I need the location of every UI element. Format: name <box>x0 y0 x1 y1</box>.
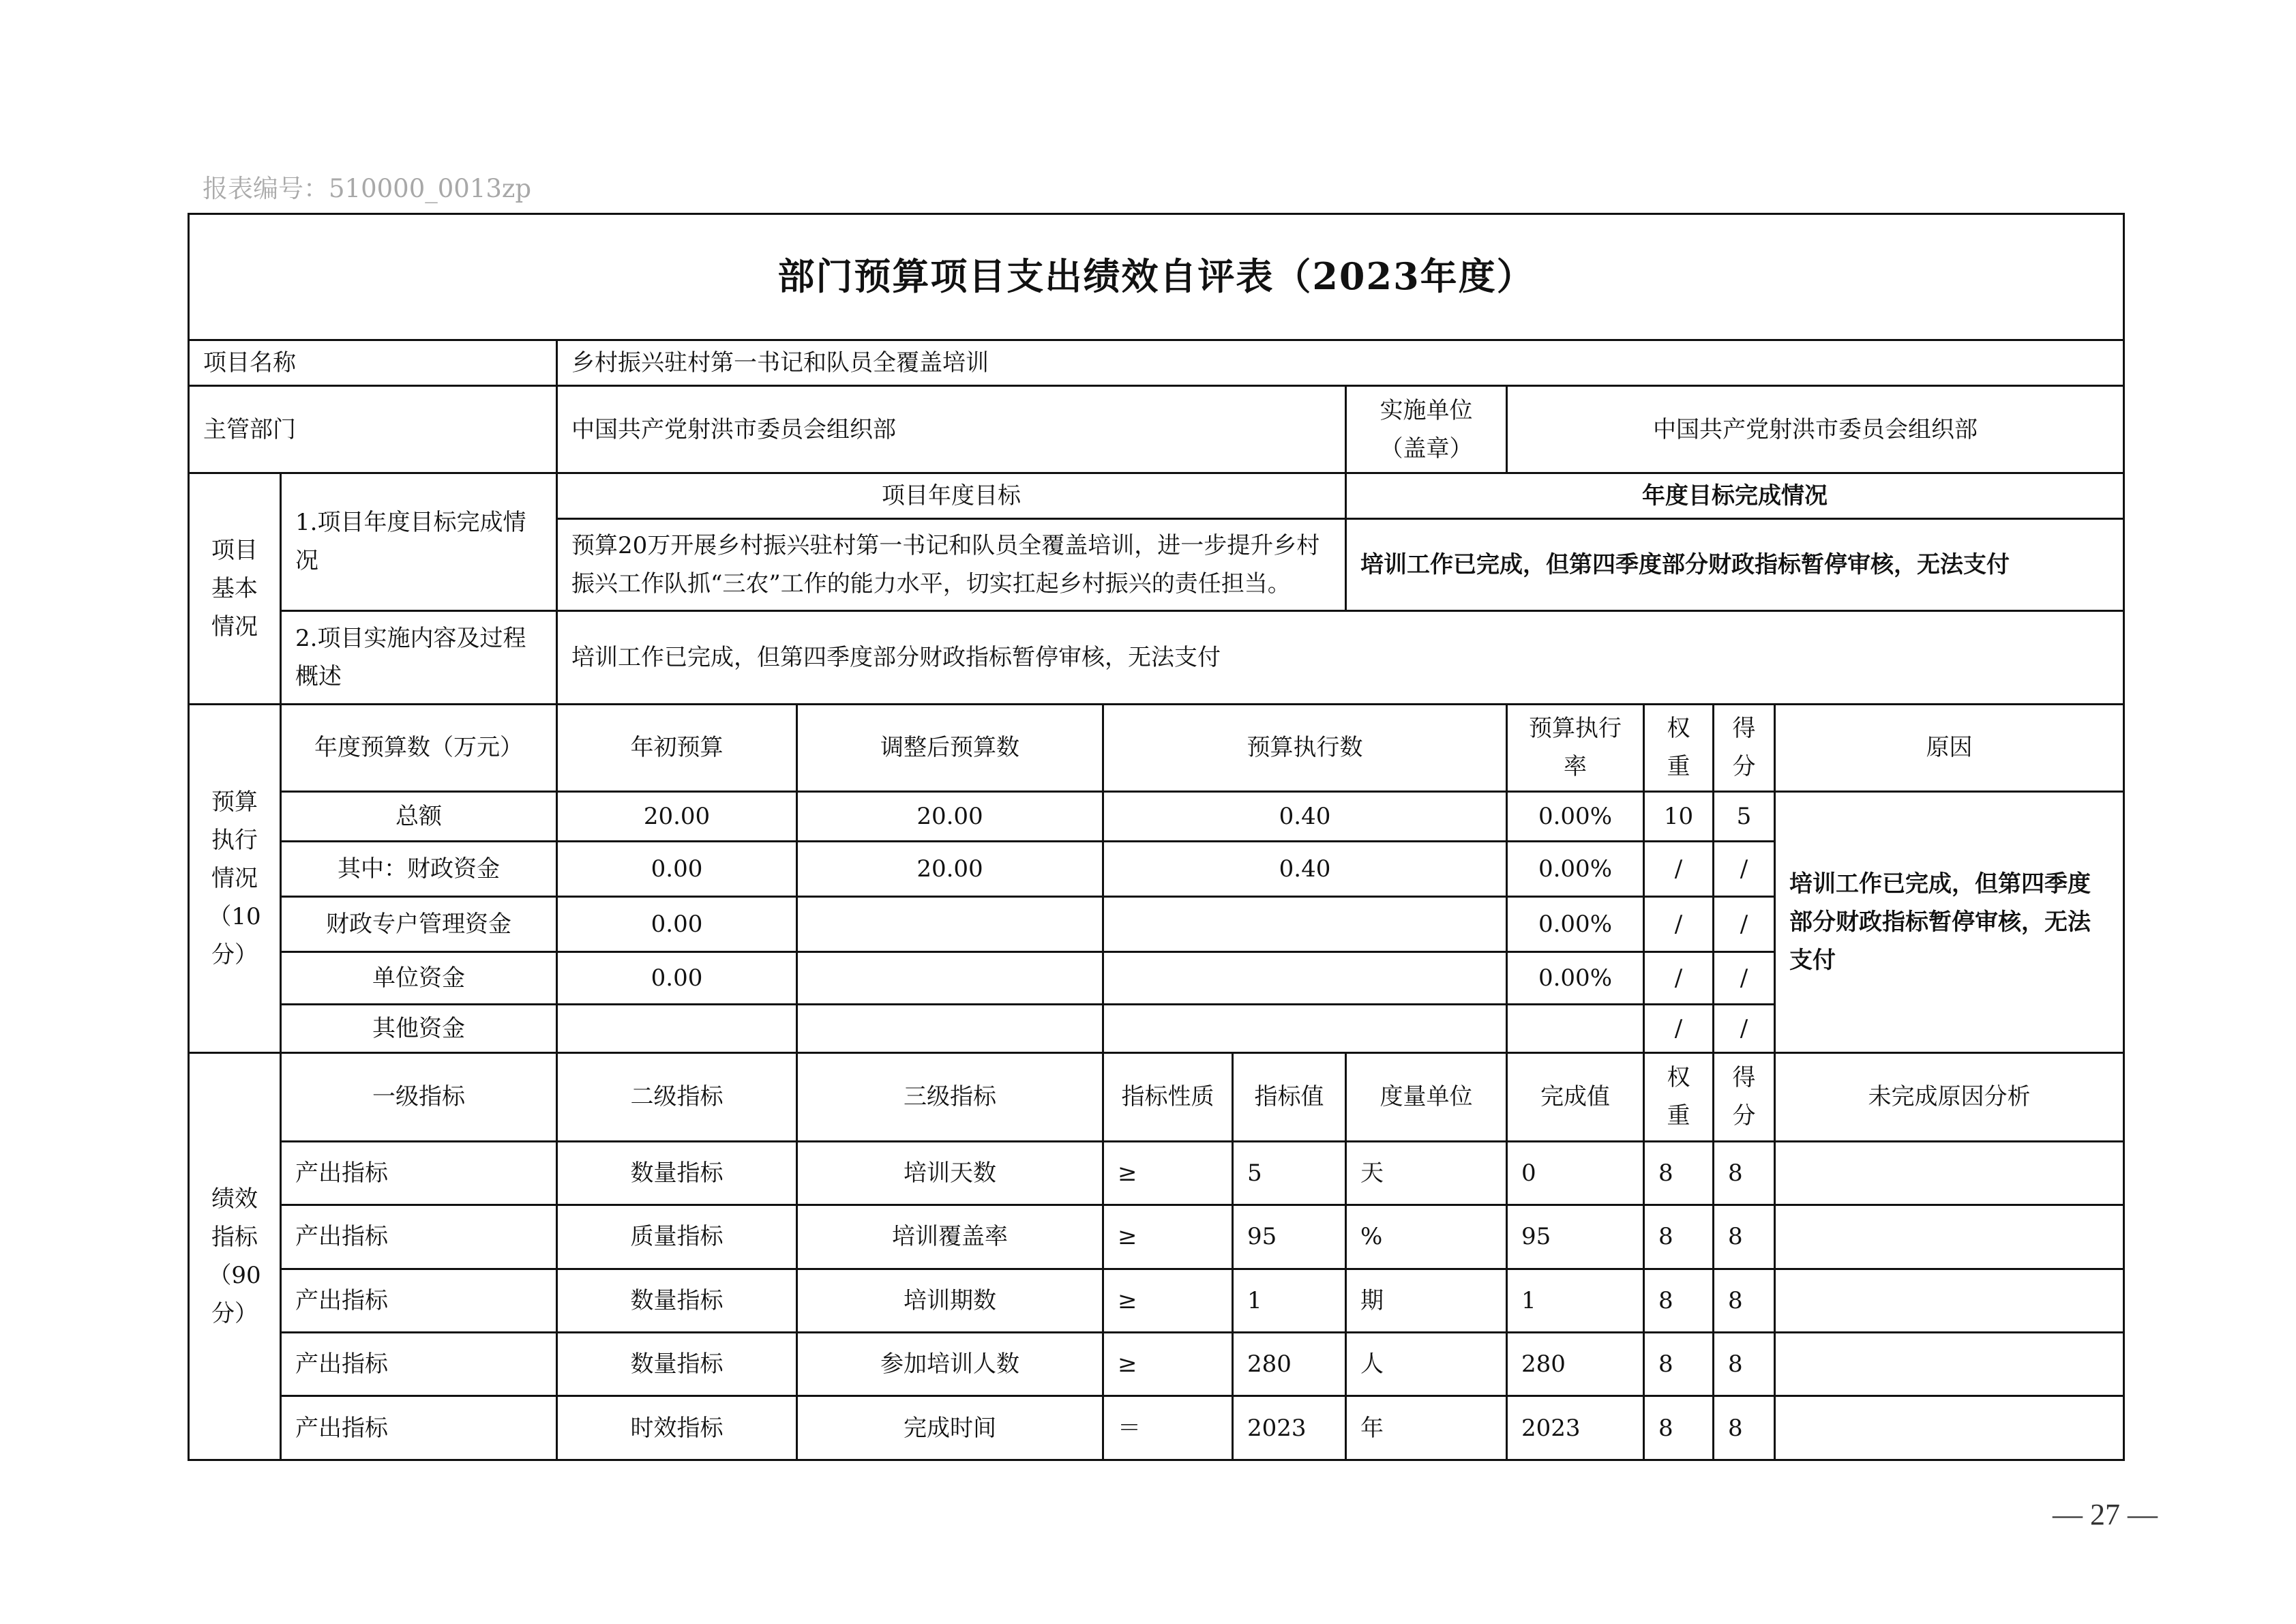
indicator-actual: 280 <box>1507 1332 1644 1396</box>
indicator-header-level3: 三级指标 <box>797 1053 1103 1142</box>
indicator-weight: 8 <box>1644 1205 1714 1269</box>
performance-indicators-section-label: 绩效指标（90分） <box>189 1053 281 1460</box>
indicator-level3: 参加培训人数 <box>797 1332 1103 1396</box>
budget-header-label: 年度预算数（万元） <box>281 704 557 792</box>
page-number: — 27 — <box>2053 1498 2158 1531</box>
budget-row <box>189 792 2124 841</box>
indicator-analysis <box>1775 1396 2124 1460</box>
indicator-level3: 培训天数 <box>797 1141 1103 1205</box>
indicator-level3: 培训覆盖率 <box>797 1205 1103 1269</box>
indicator-level1: 产出指标 <box>281 1205 557 1269</box>
budget-reason-text: 培训工作已完成，但第四季度部分财政指标暂停审核，无法支付 <box>1775 792 2124 1053</box>
implementing-unit-value: 中国共产党射洪市委员会组织部 <box>1507 386 2124 473</box>
budget-row-label: 单位资金 <box>281 952 557 1004</box>
indicator-weight: 8 <box>1644 1332 1714 1396</box>
project-name-value: 乡村振兴驻村第一书记和队员全覆盖培训 <box>557 340 2124 385</box>
budget-row-adjusted <box>797 896 1103 951</box>
indicator-weight: 8 <box>1644 1141 1714 1205</box>
indicator-weight: 8 <box>1644 1269 1714 1332</box>
indicator-value: 1 <box>1233 1269 1346 1332</box>
indicator-nature: ≥ <box>1103 1141 1233 1205</box>
budget-row-initial: 0.00 <box>557 952 797 1004</box>
budget-row-rate: 0.00% <box>1507 952 1644 1004</box>
performance-self-evaluation-table <box>188 213 2125 1461</box>
indicator-level3: 培训期数 <box>797 1269 1103 1332</box>
indicator-unit: 年 <box>1346 1396 1507 1460</box>
indicator-row <box>189 1269 2124 1332</box>
indicator-level1: 产出指标 <box>281 1396 557 1460</box>
budget-row-label: 财政专户管理资金 <box>281 896 557 951</box>
annual-target-header: 项目年度目标 <box>557 473 1346 518</box>
basic-info-section-label: 项目基本情况 <box>189 473 281 704</box>
indicator-level2: 数量指标 <box>557 1141 797 1205</box>
budget-row-rate: 0.00% <box>1507 896 1644 951</box>
budget-row-adjusted <box>797 952 1103 1004</box>
budget-row-score: 5 <box>1714 792 1775 841</box>
budget-row-label: 其中：财政资金 <box>281 841 557 896</box>
budget-row-initial: 20.00 <box>557 792 797 841</box>
indicator-unit: 期 <box>1346 1269 1507 1332</box>
budget-row-initial: 0.00 <box>557 896 797 951</box>
indicator-actual: 2023 <box>1507 1396 1644 1460</box>
indicator-level1: 产出指标 <box>281 1269 557 1332</box>
budget-row-label: 其他资金 <box>281 1004 557 1052</box>
report-code: 报表编号：510000_0013zp <box>203 174 532 203</box>
indicator-value: 2023 <box>1233 1396 1346 1460</box>
indicator-unit: 天 <box>1346 1141 1507 1205</box>
budget-header-initial: 年初预算 <box>557 704 797 792</box>
indicator-level3: 完成时间 <box>797 1396 1103 1460</box>
indicator-nature: ≥ <box>1103 1269 1233 1332</box>
indicator-actual: 95 <box>1507 1205 1644 1269</box>
implementation-overview-label: 2.项目实施内容及过程概述 <box>281 610 557 704</box>
indicator-unit: 人 <box>1346 1332 1507 1396</box>
budget-row-weight: 10 <box>1644 792 1714 841</box>
indicator-analysis <box>1775 1332 2124 1396</box>
indicator-analysis <box>1775 1269 2124 1332</box>
indicator-row <box>189 1205 2124 1269</box>
annual-target-completion-label: 1.项目年度目标完成情况 <box>281 473 557 610</box>
budget-row-adjusted: 20.00 <box>797 792 1103 841</box>
indicator-header-score: 得分 <box>1714 1053 1775 1142</box>
indicator-level1: 产出指标 <box>281 1332 557 1396</box>
indicator-analysis <box>1775 1141 2124 1205</box>
indicator-score: 8 <box>1714 1269 1775 1332</box>
budget-header-reason: 原因 <box>1775 704 2124 792</box>
indicator-level2: 数量指标 <box>557 1332 797 1396</box>
budget-row-weight: / <box>1644 896 1714 951</box>
indicator-score: 8 <box>1714 1205 1775 1269</box>
budget-row-rate: 0.00% <box>1507 841 1644 896</box>
budget-row-score: / <box>1714 952 1775 1004</box>
implementation-overview-text: 培训工作已完成，但第四季度部分财政指标暂停审核，无法支付 <box>557 610 2124 704</box>
budget-execution-section-label: 预算执行情况（10分） <box>189 704 281 1052</box>
indicator-row <box>189 1332 2124 1396</box>
budget-row-executed <box>1103 1004 1507 1052</box>
budget-row-initial: 0.00 <box>557 841 797 896</box>
indicator-level1: 产出指标 <box>281 1141 557 1205</box>
budget-row-rate: 0.00% <box>1507 792 1644 841</box>
project-name-label: 项目名称 <box>189 340 557 385</box>
budget-row-executed <box>1103 952 1507 1004</box>
annual-target-text: 预算20万开展乡村振兴驻村第一书记和队员全覆盖培训，进一步提升乡村振兴工作队抓“三农”工作的能力水平，切实扛起乡村振兴的责任担当。 <box>557 519 1346 611</box>
budget-header-adjusted: 调整后预算数 <box>797 704 1103 792</box>
indicator-level2: 质量指标 <box>557 1205 797 1269</box>
budget-row-score: / <box>1714 1004 1775 1052</box>
indicator-actual: 1 <box>1507 1269 1644 1332</box>
indicator-header-level2: 二级指标 <box>557 1053 797 1142</box>
indicator-nature: ＝ <box>1103 1396 1233 1460</box>
indicator-value: 5 <box>1233 1141 1346 1205</box>
budget-row-score: / <box>1714 841 1775 896</box>
budget-header-weight: 权重 <box>1644 704 1714 792</box>
budget-row-weight: / <box>1644 1004 1714 1052</box>
indicator-score: 8 <box>1714 1332 1775 1396</box>
indicator-nature: ≥ <box>1103 1332 1233 1396</box>
indicator-header-value: 指标值 <box>1233 1053 1346 1142</box>
indicator-header-actual: 完成值 <box>1507 1053 1644 1142</box>
indicator-weight: 8 <box>1644 1396 1714 1460</box>
indicator-header-analysis: 未完成原因分析 <box>1775 1053 2124 1142</box>
indicator-nature: ≥ <box>1103 1205 1233 1269</box>
indicator-level2: 时效指标 <box>557 1396 797 1460</box>
indicator-score: 8 <box>1714 1141 1775 1205</box>
indicator-header-weight: 权重 <box>1644 1053 1714 1142</box>
budget-row-score: / <box>1714 896 1775 951</box>
budget-header-executed: 预算执行数 <box>1103 704 1507 792</box>
budget-row-initial <box>557 1004 797 1052</box>
target-completion-text: 培训工作已完成，但第四季度部分财政指标暂停审核，无法支付 <box>1346 519 2124 611</box>
budget-row-label: 总额 <box>281 792 557 841</box>
indicator-row <box>189 1141 2124 1205</box>
budget-row-executed: 0.40 <box>1103 841 1507 896</box>
budget-header-rate: 预算执行率 <box>1507 704 1644 792</box>
budget-row-rate <box>1507 1004 1644 1052</box>
form-title: 部门预算项目支出绩效自评表（2023年度） <box>189 214 2124 340</box>
budget-row-adjusted: 20.00 <box>797 841 1103 896</box>
budget-row-executed: 0.40 <box>1103 792 1507 841</box>
indicator-header-nature: 指标性质 <box>1103 1053 1233 1142</box>
budget-row-executed <box>1103 896 1507 951</box>
indicator-header-unit: 度量单位 <box>1346 1053 1507 1142</box>
implementing-unit-label: 实施单位（盖章） <box>1346 386 1507 473</box>
target-completion-header: 年度目标完成情况 <box>1346 473 2124 518</box>
indicator-row <box>189 1396 2124 1460</box>
budget-row-weight: / <box>1644 952 1714 1004</box>
budget-row-weight: / <box>1644 841 1714 896</box>
indicator-value: 95 <box>1233 1205 1346 1269</box>
supervising-dept-label: 主管部门 <box>189 386 557 473</box>
indicator-analysis <box>1775 1205 2124 1269</box>
supervising-dept-value: 中国共产党射洪市委员会组织部 <box>557 386 1346 473</box>
indicator-header-level1: 一级指标 <box>281 1053 557 1142</box>
indicator-unit: % <box>1346 1205 1507 1269</box>
indicator-value: 280 <box>1233 1332 1346 1396</box>
budget-header-score: 得分 <box>1714 704 1775 792</box>
indicator-score: 8 <box>1714 1396 1775 1460</box>
budget-row-adjusted <box>797 1004 1103 1052</box>
indicator-actual: 0 <box>1507 1141 1644 1205</box>
indicator-level2: 数量指标 <box>557 1269 797 1332</box>
